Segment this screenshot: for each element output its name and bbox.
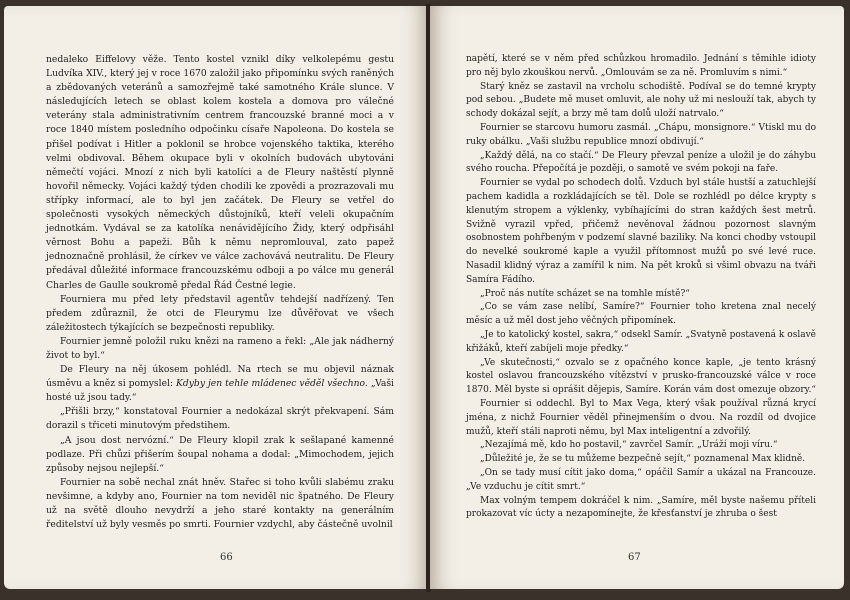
left-page bbox=[4, 6, 428, 589]
paragraph bbox=[46, 363, 394, 405]
left-page-text bbox=[46, 53, 394, 532]
paragraph: „Každý dělá, na co stačí.“ De Fleury převzal peníze a uložil je do záhybu svého roucha. Přepočítá je později, o samotě ve svém pokoji na faře. bbox=[466, 150, 816, 175]
paragraph: nedaleko Eiffelovy věže. Tento kostel vznikl díky velkolepému gestu Ludvíka XIV., který jej v roce 1670 založil jako připomínku svých raněných a zbědovaných veteránů a samozřejmě také samotného Krále slunce. V následujících letech se oblast kolem kostela a domova pro válečné veterány stala administrativním centrem francouzské branné moci a v roce 1840 místem posledního odpočinku císaře Napoleona. Do kostela se přišel podívat i Hitler a poklonil se hrobce vojenského taktika, kterého velmi obdivoval. Během okupace byli v okolních budovách ubytováni němečtí vojáci. Mnozí z nich byli katolíci a de Fleury naštěstí plynně hovořil německy. Vojáci každý týden chodili ke zpovědi a prozrazovali mu střípky informací, ale to byl jen začátek. De Fleury se vetřel do společnosti vysokých německých důstojníků, kteří veleli okupačním jednotkám. Vydával se za katolíka nenávidějícího Židy, který odpřisáhl věrnost Bohu a papeži. Bůh k němu nepromlouval, zato papež jednoznačně prohlásil, že církev ve válce zachovává neutralitu. De Fleury předával důležité informace francouzskému odboji a po válce mu generál Charles de Gaulle soukromě předal Řád Čestné legie. bbox=[46, 54, 394, 291]
page-number: 66 bbox=[220, 552, 233, 563]
paragraph: „A jsou dost nervózní.“ De Fleury klopil zrak k sešlapané kamenné podlaze. Při chůzi přišerím šoupal nohama a dodal: „Mimochodem, jejich způsoby nejsou nejlepší.“ bbox=[46, 434, 394, 474]
paragraph-text: „Vaši hosté už jsou tady.“ bbox=[46, 378, 394, 404]
paragraph: napětí, které se v něm před schůzkou hromadilo. Jednání s těmihle idioty pro něj bylo zkouškou nervů. „Omlouvám se za ně. Promluvím s nimi.“ bbox=[466, 54, 816, 78]
paragraph: „Nezajímá mě, kdo ho postavil,“ zavrčel Samír. „Uráží moji víru.“ bbox=[480, 440, 778, 451]
paragraph: Fournier se vydal po schodech dolů. Vzduch byl stále hustší a zatuchlejší pachem kadidla a rozkládajících se těl. Dole se rozhlédl po délce krypty s klenutým stropem a výklenky, vybíhajícími do stran každých šest metrů. Svižně vyrazil vpřed, přičemž nevěnoval žádnou pozornost slavným osobnostem pohřbeným v podzemí slavné baziliky. Na konci chodby vstoupil do nevelké soukromé kaple a využil přítomnost mužů po své levé ruce. Nasadil klidný výraz a zamířil k nim. Na pět kroků si všiml obvazu na tváři Samíra Fádího. bbox=[466, 178, 816, 285]
paragraph: Fournier si oddechl. Byl to Max Vega, který však používal různá krycí jména, z nichž Fournier věděl přinejmenším o dvou. Na rozdíl od dvojice mužů, kteří stáli naproti němu, byl Max inteligentní a zdvořilý. bbox=[466, 398, 816, 437]
italic-thought: Kdyby jen tehle mládenec věděl všechno. bbox=[176, 378, 368, 390]
paragraph: „Proč nás nutíte scházet se na tomhle místě?“ bbox=[480, 288, 690, 299]
paragraph: Fournier na sobě nechal znát hněv. Stařec si toho kvůli slabému zraku nevšimne, a kdyby ano, Fournier na tom neviděl nic špatného. De Fleury už na světě dlouho nevydrží a jeho staré kontakty na generálním ředitelství už byly vesměs po smrti. Fournier vzdychl, aby částečně uvolnil bbox=[46, 476, 394, 531]
paragraph: „On se tady musí cítit jako doma,“ opáčil Samír a ukázal na Francouze. „Ve vzduchu je cítit smrt.“ bbox=[466, 467, 816, 492]
paragraph: Fournier jemně položil ruku knězi na rameno a řekl: „Ale jak nádherný život to byl.“ bbox=[46, 335, 394, 361]
right-page bbox=[430, 6, 844, 589]
paragraph: Fournier se starcovu humoru zasmál. „Chápu, monsignore.“ Vtiskl mu do ruky obálku. „Vaši službu republice mnozí obdivují.“ bbox=[466, 122, 816, 147]
paragraph: Starý kněz se zastavil na vrcholu schodiště. Podíval se do temné krypty pod sebou. „Budete mě muset omluvit, ale nohy už mi neslouží tak, abych ty schody dokázal sejít, a brzy mě tam dolů uloží natrvalo.“ bbox=[466, 81, 816, 120]
paragraph: „Co se vám zase nelíbí, Samíre?“ Fournier toho kretena znal necelý měsíc a už měl dost jeho věčných připomínek. bbox=[466, 302, 816, 327]
page-number: 67 bbox=[628, 552, 641, 563]
paragraph: „Je to katolický kostel, sakra,“ odsekl Samír. „Svatyně postavená k oslavě křižáků, kteří zabíjeli moje předky.“ bbox=[466, 329, 816, 354]
paragraph: Fourniera mu před lety představil agentův tehdejší nadřízený. Ten předem zdůraznil, že otci de Fleurymu lze důvěřovat ve všech záležitostech týkajících se bezpečnosti republiky. bbox=[46, 293, 394, 333]
right-page-text bbox=[466, 53, 816, 522]
paragraph-text: De Fleury na něj úkosem pohlédl. Na rtech se mu objevil náznak úsměvu a kněz si pomyslel: bbox=[46, 364, 394, 390]
paragraph: „Důležité je, že se tu můžeme bezpečně sejít,“ poznamenal Max klidně. bbox=[480, 454, 806, 465]
paragraph: „Ve skutečnosti,“ ozvalo se z opačného konce kaple, „je tento krásný kostel oslavou francouzského vítězství v prusko-francouzské válce v roce 1870. Měl byste si oprášit dějepis, Samíre. Korán vám dost omezuje obzory.“ bbox=[466, 357, 816, 396]
paragraph: „Přišli brzy,“ konstatoval Fournier a nedokázal skrýt překvapení. Sám dorazil s třiceti minutovým předstihem. bbox=[46, 406, 394, 432]
paragraph: Max volným tempem dokráčel k nim. „Samíre, měl byste našemu příteli prokazovat víc úcty a nezapomínejte, že křesťanství je zhruba o šest bbox=[466, 495, 816, 520]
